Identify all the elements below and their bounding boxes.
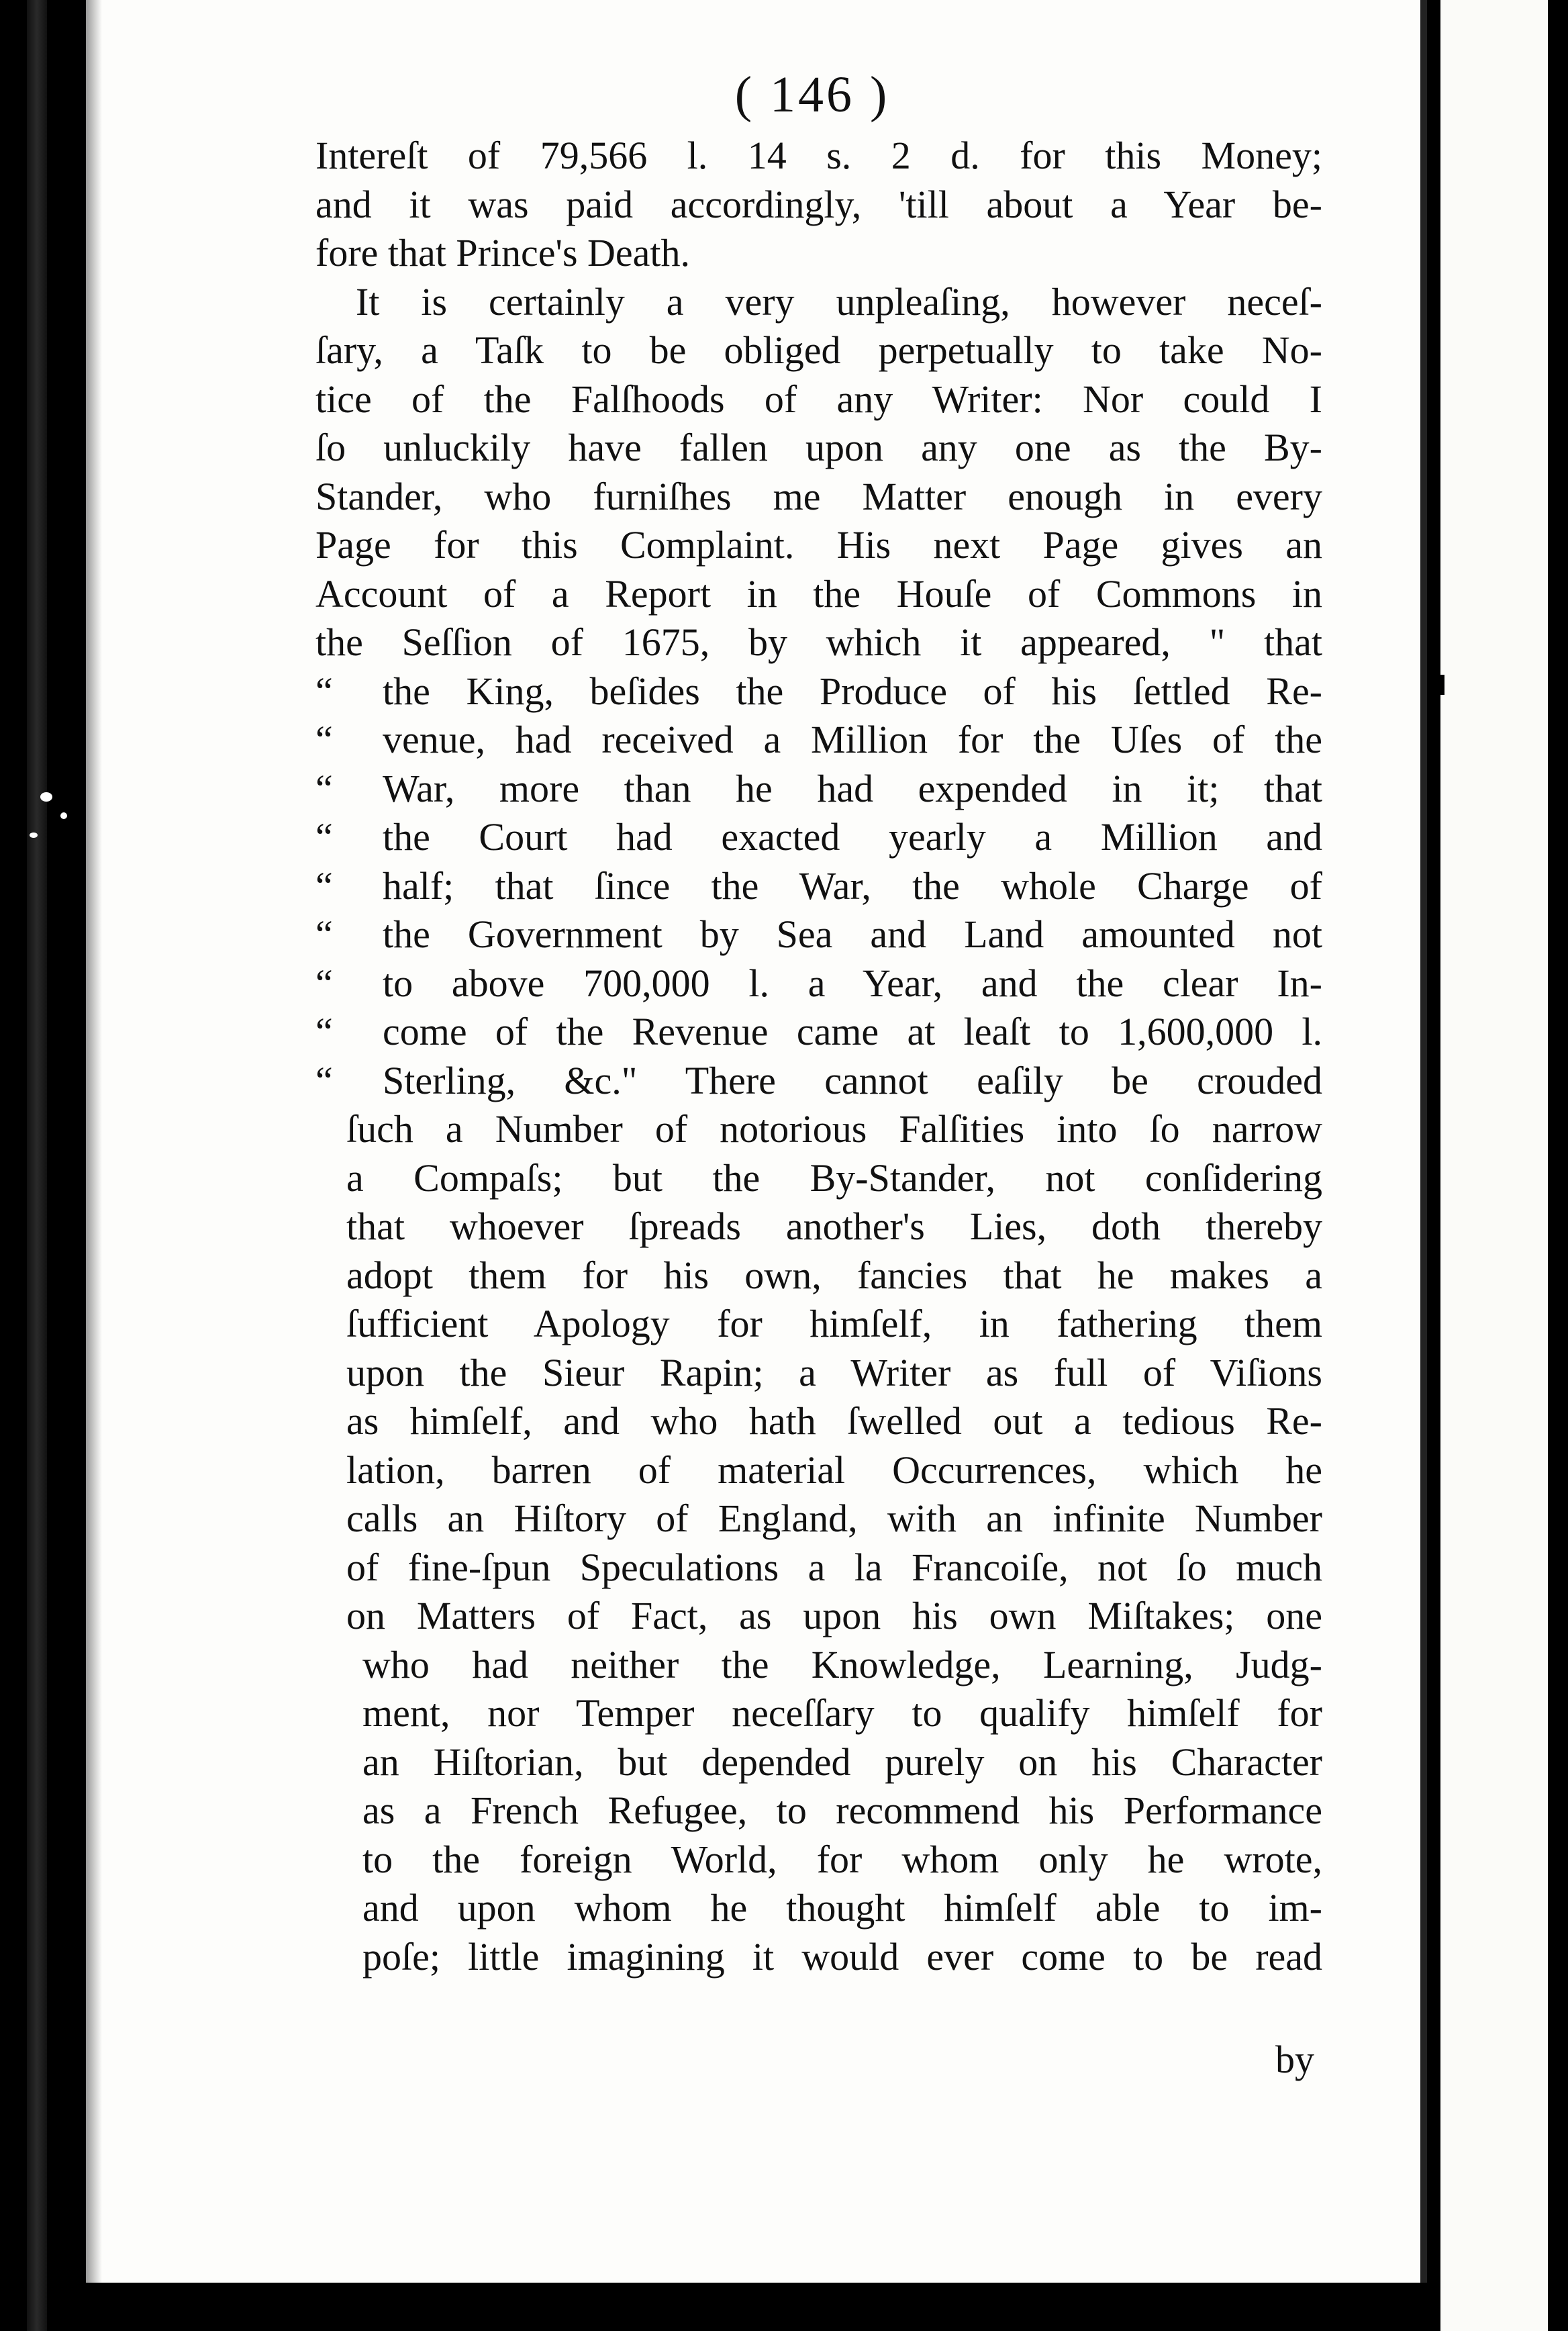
text-line: War, more than he had expended in it; that bbox=[383, 766, 1322, 810]
text-line: on Matters of Fact, as upon his own Miſtakes; one bbox=[346, 1594, 1322, 1637]
text-line: that whoever ſpreads another's Lies, doth thereby bbox=[346, 1204, 1322, 1248]
quoted-line: “ half; that ſince the War, the whole Charge of bbox=[315, 862, 1322, 911]
text-line: a Compaſs; but the By-Stander, not conſidering bbox=[346, 1155, 1322, 1200]
text-line: ſuch a Number of notorious Falſities into ſo narrow bbox=[346, 1107, 1322, 1151]
text-line: fore that Prince's Death. bbox=[315, 231, 691, 275]
quoted-line: “ Sterling, &c." There cannot eaſily be crouded bbox=[315, 1057, 1322, 1106]
text-line: lation, barren of material Occurrences, which he bbox=[346, 1447, 1322, 1492]
text-line: an Hiſtorian, but depended purely on his Character bbox=[362, 1740, 1322, 1784]
quoted-line: “ come of the Revenue came at leaſt to 1,600,000 l. bbox=[315, 1008, 1322, 1057]
text-line: Account of a Report in the Houſe of Commons in bbox=[315, 571, 1322, 616]
page-gutter-shadow bbox=[86, 0, 102, 2283]
scan-speck bbox=[40, 792, 52, 802]
text-line: ſufficient Apology for himſelf, in fathering them bbox=[346, 1302, 1322, 1345]
body-text bbox=[315, 132, 1322, 1981]
quoted-line: “ to above 700,000 l. a Year, and the clear In- bbox=[315, 959, 1322, 1008]
text-line: as himſelf, and who hath ſwelled out a tedious Re- bbox=[346, 1399, 1322, 1443]
text-line: half; that ſince the War, the whole Charge of bbox=[383, 863, 1322, 908]
text-line: It is certainly a very unpleaſing, however neceſ- bbox=[356, 279, 1322, 324]
text-line: come of the Revenue came at leaſt to 1,600,000 l. bbox=[383, 1010, 1322, 1053]
book-spine-edge bbox=[27, 0, 47, 2331]
text-line: calls an Hiſtory of England, with an infinite Number bbox=[346, 1496, 1322, 1540]
text-line: the Government by Sea and Land amounted not bbox=[383, 912, 1322, 956]
quoted-line: “ the King, beſides the Produce of his ſettled Re- bbox=[315, 667, 1322, 716]
quoted-line: “ venue, had received a Million for the Uſes of the bbox=[315, 716, 1322, 765]
text-line: and upon whom he thought himſelf able to im- bbox=[362, 1886, 1322, 1930]
text-line: who had neither the Knowledge, Learning, Judg- bbox=[362, 1642, 1322, 1686]
text-line: venue, had received a Million for the Uſes of the bbox=[383, 718, 1322, 761]
text-line: ment, nor Temper neceſſary to qualify himſelf for bbox=[362, 1691, 1322, 1735]
text-line: upon the Sieur Rapin; a Writer as full of Viſions bbox=[346, 1350, 1322, 1394]
facing-page-strip bbox=[1440, 0, 1548, 2331]
text-line: to the foreign World, for whom only he wrote, bbox=[362, 1837, 1322, 1881]
text-line: ſary, a Taſk to be obliged perpetually to take No- bbox=[315, 328, 1322, 372]
text-line: the Court had exacted yearly a Million and bbox=[383, 815, 1322, 859]
facing-page-mark bbox=[1435, 675, 1444, 695]
page-number: ( 146 ) bbox=[734, 66, 890, 123]
quoted-line: “ the Court had exacted yearly a Million and bbox=[315, 813, 1322, 862]
quoted-line: “ the Government by Sea and Land amounted not bbox=[315, 910, 1322, 959]
quoted-line: “ War, more than he had expended in it; that bbox=[315, 765, 1322, 814]
text-line: tice of the Falſhoods of any Writer: Nor could I bbox=[315, 377, 1322, 421]
text-line: ſo unluckily have fallen upon any one as the By- bbox=[315, 426, 1322, 469]
scan-speck bbox=[30, 832, 38, 838]
text-line: the Seſſion of 1675, by which it appeared, " that bbox=[315, 620, 1322, 664]
text-line: the King, beſides the Produce of his ſettled Re- bbox=[383, 669, 1322, 713]
text-line: and it was paid accordingly, 'till about a Year be- bbox=[315, 182, 1322, 226]
text-line: Stander, who furniſhes me Matter enough in every bbox=[315, 474, 1322, 518]
text-line: Page for this Complaint. His next Page gives an bbox=[315, 523, 1322, 567]
catchword: by bbox=[1275, 2038, 1314, 2081]
text-line: adopt them for his own, fancies that he makes a bbox=[346, 1253, 1322, 1297]
text-line: of fine-ſpun Speculations a la Francoiſe, not ſo much bbox=[346, 1545, 1322, 1589]
facing-page-gap bbox=[1427, 0, 1440, 2331]
text-line: as a French Refugee, to recommend his Performance bbox=[362, 1789, 1322, 1832]
text-line: Intereſt of 79,566 l. 14 s. 2 d. for this Money; bbox=[315, 134, 1322, 177]
text-line: poſe; little imagining it would ever come to be read bbox=[362, 1934, 1322, 1979]
scan-speck bbox=[60, 812, 67, 819]
text-line: Sterling, &c." There cannot eaſily be crouded bbox=[383, 1058, 1322, 1102]
text-line: to above 700,000 l. a Year, and the clear In- bbox=[383, 961, 1322, 1005]
